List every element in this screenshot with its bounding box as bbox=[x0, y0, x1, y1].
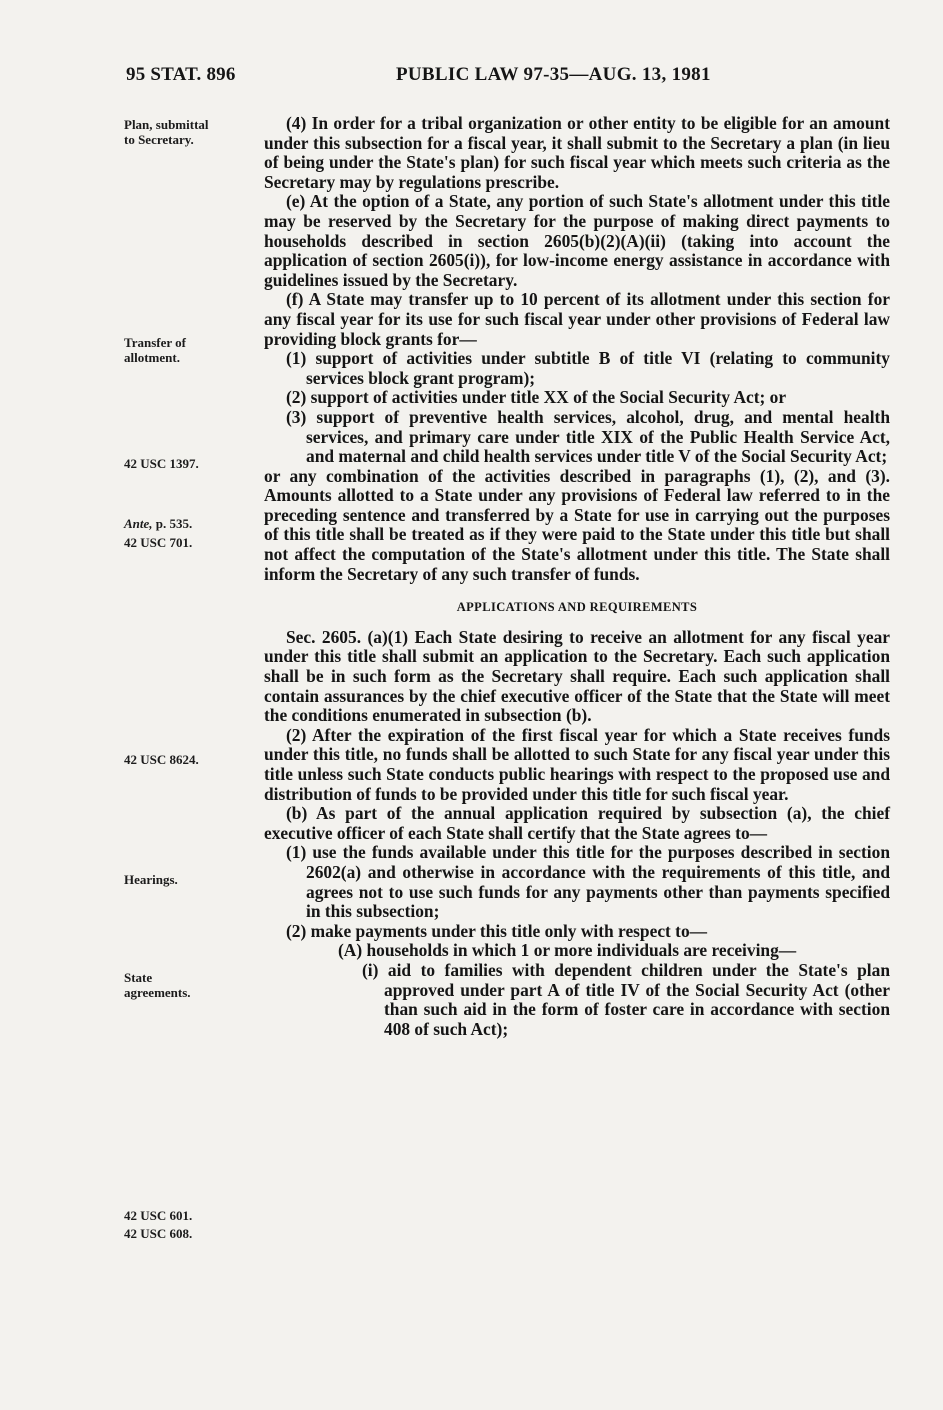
margin-note-line: agreements. bbox=[124, 985, 191, 1000]
section-2605-b2: (2) make payments under this title only with respect to— bbox=[286, 920, 708, 941]
page-reference: 95 STAT. 896 bbox=[126, 64, 236, 85]
margin-note-usc-1397: 42 USC 1397. bbox=[124, 456, 199, 471]
section-2605-a2: (2) After the expiration of the first fiscal year for which a State receives funds under this title, no funds shall be allotted to such State for any fiscal year under this title unless such State conducts public hearings with respect to the proposed use and distribution of funds to be provided under this title for such fiscal year. bbox=[264, 724, 890, 804]
section-2605-a1: Sec. 2605. (a)(1) Each State desiring to receive an allotment for any fiscal year under this title shall submit an application to the Secretary. Each such application shall be in such form as the Secretary shall require. Each such application shall contain assurances by the chief executive officer of the State that the State will meet the conditions enumerated in subsection (b). bbox=[264, 626, 890, 726]
margin-note-ante-page: p. 535. bbox=[152, 516, 193, 531]
margin-note-plan-submittal bbox=[124, 117, 209, 147]
statute-body bbox=[264, 114, 890, 1039]
paragraph-f: (f) A State may transfer up to 10 percent of its allotment under this section for any fiscal year for its use for such fiscal year under other provisions of Federal law providing block grants for— bbox=[264, 289, 890, 349]
margin-note-state-agreements bbox=[124, 970, 191, 1000]
paragraph-f2: (2) support of activities under title XX of the Social Security Act; or bbox=[286, 387, 787, 408]
section-2605-b: (b) As part of the annual application required by subsection (a), the chief executive officer of each State shall certify that the State agrees to— bbox=[264, 803, 890, 843]
section-2605-b2A: (A) households in which 1 or more individuals are receiving— bbox=[338, 940, 797, 961]
section-2605-b1: (1) use the funds available under this title for the purposes described in section 2602(a) and otherwise in accordance with the requirements of this title, and agrees not to use such funds for any payments other than payments specified in this subsection; bbox=[286, 842, 890, 922]
paragraph-e: (e) At the option of a State, any portion of such State's allotment under this title may be reserved by the Secretary for the purpose of making direct payments to households described in section 2605(b)(2)(A)(ii) (taking into account the application of section 2605(i)), for low-income energy assistance in accordance with guidelines issued by the Secretary. bbox=[264, 191, 890, 290]
law-title: PUBLIC LAW 97-35—AUG. 13, 1981 bbox=[396, 64, 711, 85]
paragraph-f1: (1) support of activities under subtitle B of title VI (relating to community services block grant program); bbox=[286, 348, 890, 388]
margin-note-transfer bbox=[124, 335, 186, 365]
margin-note-usc-8624: 42 USC 8624. bbox=[124, 752, 199, 767]
margin-note-line: Plan, submittal bbox=[124, 117, 209, 132]
paragraph-d4: (4) In order for a tribal organization or other entity to be eligible for an amount under this subsection for a fiscal year, it shall submit to the Secretary a plan (in lieu of being under the State's plan) for such fiscal year which meets such criteria as the Secretary may by regulations prescribe. bbox=[264, 113, 890, 192]
section-2605-b2Ai: (i) aid to families with dependent children under the State's plan approved under part A of title IV of the Social Security Act (other than such aid in the form of foster care in accordance with section 408 of such Act); bbox=[362, 959, 890, 1039]
margin-note-line: Transfer of bbox=[124, 335, 186, 350]
margin-note-ante-label: Ante, bbox=[124, 516, 153, 531]
margin-note-usc-608: 42 USC 608. bbox=[124, 1226, 193, 1241]
paragraph-f-continuation: or any combination of the activities described in paragraphs (1), (2), and (3). Amounts allotted to a State under any provisions of Federal law referred to in the preceding sentence and transferred by a State for use in carrying out the purposes of this title shall be treated as if they were paid to the State under this title but shall not affect the computation of the State's allotment under this title. The State shall inform the Secretary of any such transfer of funds. bbox=[264, 465, 890, 584]
section-heading: APPLICATIONS AND REQUIREMENTS bbox=[456, 600, 698, 615]
margin-note-line: to Secretary. bbox=[124, 132, 194, 147]
margin-note-ante bbox=[124, 516, 192, 531]
margin-note-line: State bbox=[124, 970, 153, 985]
margin-note-usc-701: 42 USC 701. bbox=[124, 535, 193, 550]
paragraph-f3: (3) support of preventive health services, alcohol, drug, and mental health services, and primary care under title XIX of the Public Health Service Act, and maternal and child health services under title V of the Social Security Act; bbox=[286, 406, 890, 467]
margin-note-usc-601: 42 USC 601. bbox=[124, 1208, 193, 1223]
page-header bbox=[126, 64, 786, 94]
margin-note-line: allotment. bbox=[124, 350, 180, 365]
margin-note-hearings: Hearings. bbox=[124, 872, 178, 887]
